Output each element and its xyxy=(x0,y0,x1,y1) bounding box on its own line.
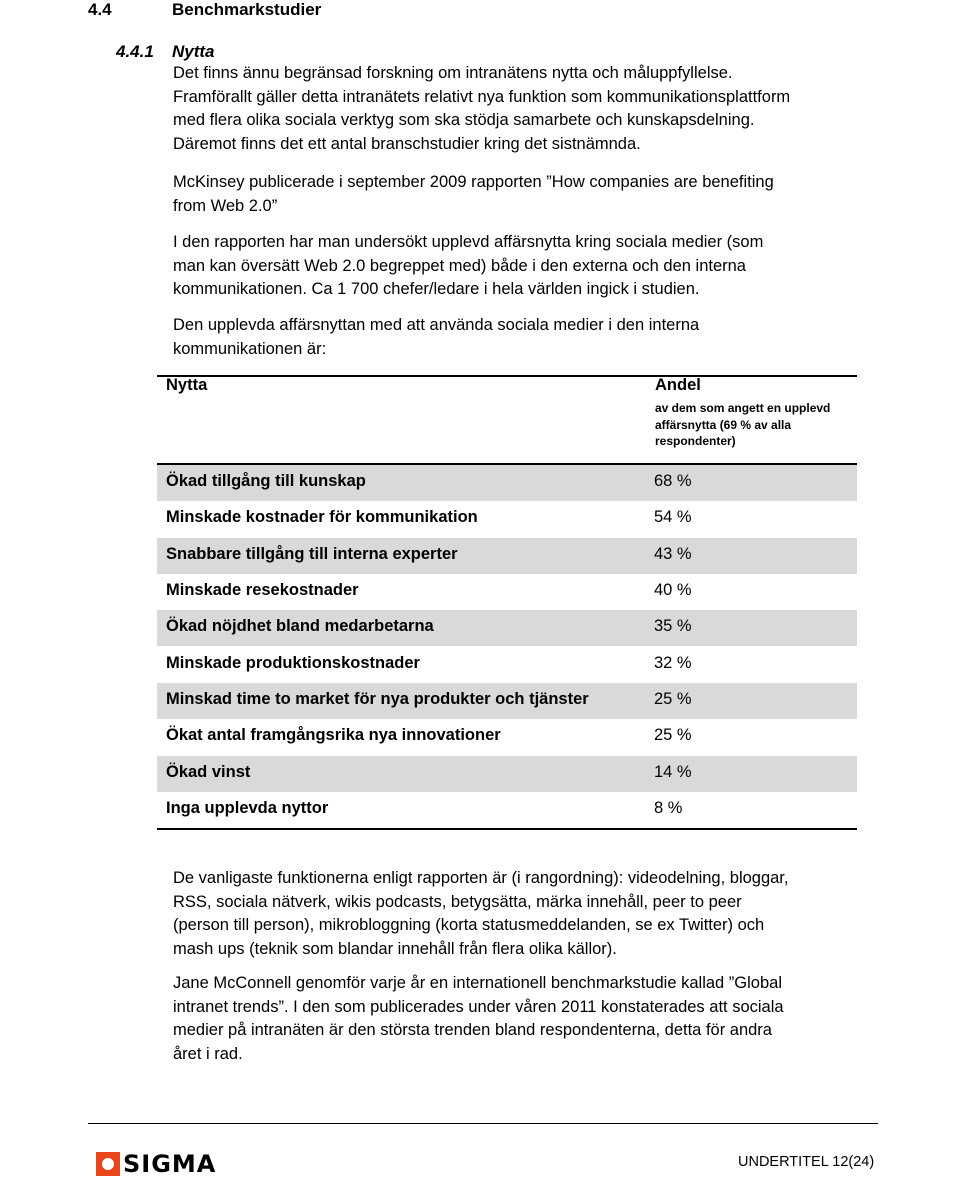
benefit-name: Minskade kostnader för kommunikation xyxy=(166,508,478,526)
subsection-title: Nytta xyxy=(172,42,215,61)
text-line: McKinsey publicerade i september 2009 rapporten ”How companies are benefiting xyxy=(173,173,774,191)
text-line: Det finns ännu begränsad forskning om intranätens nytta och måluppfyllelse. xyxy=(173,64,733,82)
paragraph-intro xyxy=(173,62,873,156)
table-row xyxy=(157,501,857,537)
paragraph-mcconnell xyxy=(173,972,873,1066)
text-line: mash ups (teknik som blandar innehåll från flera olika källor). xyxy=(173,939,617,958)
table-bottom-rule xyxy=(157,828,857,830)
benefit-share: 68 % xyxy=(654,472,692,490)
subsection-number: 4.4.1 xyxy=(116,42,154,61)
footer-rule xyxy=(88,1123,878,1124)
table-header-nytta: Nytta xyxy=(166,376,208,394)
table-row xyxy=(157,719,857,755)
text-line: I den rapporten har man undersökt upplevd affärsnytta kring sociala medier (som xyxy=(173,233,764,251)
section-title: Benchmarkstudier xyxy=(172,0,322,19)
subsection-heading xyxy=(116,42,215,62)
benefit-name: Snabbare tillgång till interna experter xyxy=(166,545,458,563)
text-line: Jane McConnell genomför varje år en internationell benchmarkstudie kallad ”Global xyxy=(173,974,782,992)
benefit-name: Minskade resekostnader xyxy=(166,581,359,599)
text-line: medier på intranäten är den största trenden bland respondenterna, detta för andra xyxy=(173,1021,772,1039)
paragraph-mckinsey xyxy=(173,171,873,218)
table-header-andel: Andel xyxy=(655,376,701,394)
benefit-share: 25 % xyxy=(654,690,692,708)
table-row xyxy=(157,574,857,610)
table-row xyxy=(157,683,857,719)
paragraph-functions xyxy=(173,867,873,961)
sigma-logo-text: SIGMA xyxy=(123,1150,217,1178)
benefit-share: 14 % xyxy=(654,763,692,781)
page-number: UNDERTITEL 12(24) xyxy=(738,1154,875,1170)
text-line: man kan översätt Web 2.0 begreppet med) både i den externa och den interna xyxy=(173,256,746,275)
text-line: kommunikationen. Ca 1 700 chefer/ledare i hela världen ingick i studien. xyxy=(173,280,700,298)
benefit-share: 40 % xyxy=(654,581,692,599)
benefit-name: Ökat antal framgångsrika nya innovationer xyxy=(166,726,501,744)
benefit-name: Ökad nöjdhet bland medarbetarna xyxy=(166,617,434,635)
table-top-rule xyxy=(157,375,857,377)
text-line: Däremot finns det ett antal branschstudier kring det sistnämnda. xyxy=(173,134,641,153)
table-row xyxy=(157,756,857,792)
benefit-share: 35 % xyxy=(654,617,692,635)
text-line: from Web 2.0” xyxy=(173,196,278,215)
table-row xyxy=(157,465,857,501)
text-line: (person till person), mikrobloggning (korta statusmeddelanden, se ex Twitter) och xyxy=(173,916,765,934)
text-line: RSS, sociala nätverk, wikis podcasts, betygsätta, märka innehåll, peer to peer xyxy=(173,892,742,911)
paragraph-report xyxy=(173,231,873,302)
benefit-name: Minskad time to market för nya produkter och tjänster xyxy=(166,690,589,708)
text-line: intranet trends”. I den som publicerades under våren 2011 konstaterades att sociala xyxy=(173,997,784,1016)
benefit-name: Minskade produktionskostnader xyxy=(166,654,420,672)
text-line: Den upplevda affärsnyttan med att använda sociala medier i den interna xyxy=(173,316,700,334)
text-line: De vanligaste funktionerna enligt rapporten är (i rangordning): videodelning, bloggar, xyxy=(173,869,789,887)
table-row xyxy=(157,792,857,828)
table-row xyxy=(157,647,857,683)
text-line: Framförallt gäller detta intranätets relativt nya funktion som kommunikationsplattform xyxy=(173,87,791,106)
benefit-share: 8 % xyxy=(654,799,683,817)
table-header-andel-note: av dem som angett en upplevd affärsnytta (69 % av alla respondenter) xyxy=(655,401,831,448)
text-line: kommunikationen är: xyxy=(173,339,327,358)
text-line: med flera olika sociala verktyg som ska stödja samarbete och kunskapsdelning. xyxy=(173,111,755,129)
section-number: 4.4 xyxy=(88,0,112,19)
paragraph-table-intro xyxy=(173,314,873,361)
benefit-name: Ökad vinst xyxy=(166,763,251,781)
table-row xyxy=(157,538,857,574)
table-row xyxy=(157,610,857,646)
section-heading xyxy=(88,0,321,20)
sigma-logo-icon xyxy=(96,1152,120,1176)
benefit-share: 32 % xyxy=(654,654,692,672)
benefit-name: Inga upplevda nyttor xyxy=(166,799,329,817)
benefit-share: 43 % xyxy=(654,545,692,563)
text-line: året i rad. xyxy=(173,1044,243,1063)
benefit-name: Ökad tillgång till kunskap xyxy=(166,472,366,490)
sigma-logo xyxy=(96,1150,216,1178)
benefit-share: 25 % xyxy=(654,726,692,744)
benefit-share: 54 % xyxy=(654,508,692,526)
